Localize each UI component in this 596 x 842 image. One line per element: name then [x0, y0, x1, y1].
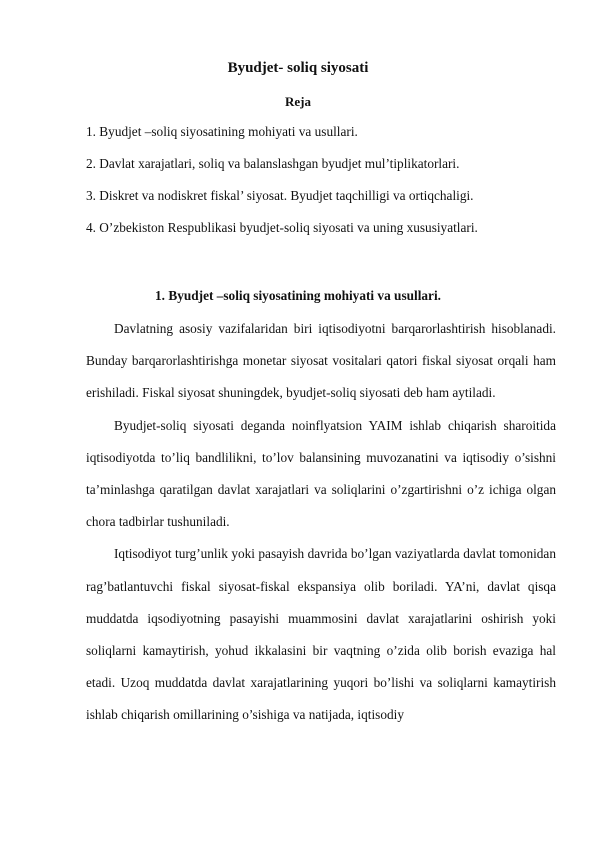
plan-item-1: 1. Byudjet –soliq siyosatining mohiyati va usullari.: [86, 124, 358, 139]
paragraph-1: Davlatning asosiy vazifalaridan biri iqtisodiyotni barqarorlashtirish hisoblanadi. Bunday barqarorlashtirishga monetar siyosat vositalari qatori fiskal siyosat orqali ham erishiladi. Fiskal siyosat shuningdek, byudjet-soliq siyosati deb ham aytiladi.: [86, 321, 556, 401]
document-title: Byudjet- soliq siyosati: [227, 60, 369, 76]
plan-item-3: 3. Diskret va nodiskret fiskal’ siyosat. Byudjet taqchilligi va ortiqchaligi.: [86, 188, 474, 203]
plan-heading: Reja: [285, 94, 311, 109]
plan-item-4: 4. O’zbekiston Respublikasi byudjet-soliq siyosati va uning xususiyatlari.: [86, 220, 478, 235]
paragraph-3: Iqtisodiyot turg’unlik yoki pasayish davrida bo’lgan vaziyatlarda davlat tomonidan rag’batlantuvchi fiskal siyosat-fiskal ekspansiya olib boriladi. YA’ni, davlat qisqa muddatda iqsodiyotning pasayishi muammosini davlat xarajatlarini oshirish yoki soliqlarni kamaytirish, yohud ikkalasini bir vaqtning o’zida olib borish evaziga hal etadi. Uzoq muddatda davlat xarajatlarining yuqori bo’lishi va soliqlarni kamaytirish ishlab chiqarish omillarining o’sishiga va natijada, iqtisodiy: [86, 546, 556, 723]
plan-list: [86, 122, 556, 250]
body-text: [86, 313, 556, 732]
paragraph-2: Byudjet-soliq siyosati deganda noinflyatsion YAIM ishlab chiqarish sharoitida iqtisodiyotda to’liq bandlilikni, to’lov balansining muvozanatini va iqtisodiy o’sishni ta’minlashga qaratilgan davlat xarajatlari va soliqlarini o’zgartirishni o’z ichiga olgan chora tadbirlar tushuniladi.: [86, 417, 556, 530]
plan-item-2: 2. Davlat xarajatlari, soliq va balanslashgan byudjet mul’tiplikatorlari.: [86, 156, 460, 171]
section-heading: 1. Byudjet –soliq siyosatining mohiyati va usullari.: [155, 288, 441, 303]
